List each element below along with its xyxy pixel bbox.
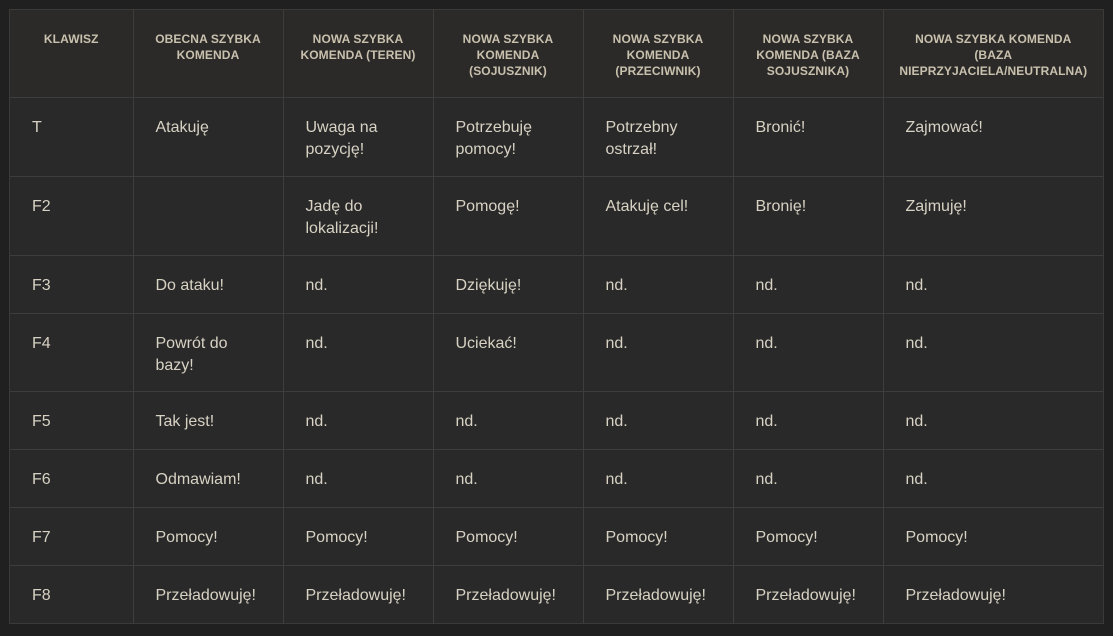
cell-current-command: Przeładowuję!: [133, 565, 283, 623]
cell-new-terrain: nd.: [283, 313, 433, 391]
cell-new-ally: Potrzebuję pomocy!: [433, 97, 583, 176]
cell-new-enemy-neutral-base: Pomocy!: [883, 507, 1103, 565]
cell-current-command: Atakuję: [133, 97, 283, 176]
cell-new-enemy-neutral-base: nd.: [883, 255, 1103, 313]
cell-key: F4: [10, 313, 133, 391]
cell-new-ally-base: Pomocy!: [733, 507, 883, 565]
cell-key: F5: [10, 391, 133, 449]
cell-new-ally: Uciekać!: [433, 313, 583, 391]
cell-key: F2: [10, 176, 133, 255]
cell-new-terrain: Pomocy!: [283, 507, 433, 565]
commands-table-container: [9, 9, 1104, 624]
header-new-ally: NOWA SZYBKA KOMENDA (SOJUSZNIK): [433, 10, 583, 97]
cell-current-command: Tak jest!: [133, 391, 283, 449]
cell-new-ally-base: Przeładowuję!: [733, 565, 883, 623]
header-row: [10, 10, 1103, 97]
header-key: KLAWISZ: [10, 10, 133, 97]
table-row: [10, 255, 1103, 313]
cell-new-terrain: Jadę do lokalizacji!: [283, 176, 433, 255]
cell-new-terrain: nd.: [283, 255, 433, 313]
cell-new-ally: Pomocy!: [433, 507, 583, 565]
table-body: [10, 97, 1103, 623]
cell-new-terrain: Przeładowuję!: [283, 565, 433, 623]
cell-new-ally-base: Bronić!: [733, 97, 883, 176]
header-new-terrain: NOWA SZYBKA KOMENDA (TEREN): [283, 10, 433, 97]
cell-new-enemy-neutral-base: Przeładowuję!: [905, 586, 1006, 604]
cell-new-ally: Przeładowuję!: [433, 565, 583, 623]
cell-new-ally-base: nd.: [733, 313, 883, 391]
cell-new-ally-base: nd.: [733, 255, 883, 313]
header-new-enemy: NOWA SZYBKA KOMENDA (PRZECIWNIK): [583, 10, 733, 97]
cell-new-enemy: nd.: [583, 255, 733, 313]
header-current-command: OBECNA SZYBKA KOMENDA: [133, 10, 283, 97]
cell-new-terrain: nd.: [283, 391, 433, 449]
cell-new-enemy-neutral-base: nd.: [883, 449, 1103, 507]
table-row: [10, 313, 1103, 391]
cell-current-command: Powrót do bazy!: [133, 313, 283, 391]
cell-new-ally-base: nd.: [733, 391, 883, 449]
cell-new-enemy: Atakuję cel!: [583, 176, 733, 255]
cell-new-ally-base: Bronię!: [733, 176, 883, 255]
cell-current-command: Pomocy!: [133, 507, 283, 565]
cell-new-enemy: nd.: [583, 313, 733, 391]
table-row: [10, 565, 1103, 623]
quick-commands-table: [10, 10, 1103, 623]
cell-new-enemy-neutral-base: Zajmować!: [883, 97, 1103, 176]
cell-key: F7: [10, 507, 133, 565]
header-new-ally-base: NOWA SZYBKA KOMENDA (BAZA SOJUSZNIKA): [733, 10, 883, 97]
table-row: [10, 449, 1103, 507]
table-row: [10, 507, 1103, 565]
cell-new-ally-base: nd.: [733, 449, 883, 507]
cell-new-ally: Dziękuję!: [433, 255, 583, 313]
cell-current-command: Odmawiam!: [133, 449, 283, 507]
cell-new-enemy: nd.: [583, 391, 733, 449]
cell-new-enemy: Pomocy!: [583, 507, 733, 565]
cell-key: F8: [10, 565, 133, 623]
cell-new-terrain: nd.: [283, 449, 433, 507]
header-new-enemy-neutral-base: NOWA SZYBKA KOMENDA (BAZA NIEPRZYJACIELA/NEUTRALNA): [883, 10, 1103, 97]
cell-new-ally: Pomogę!: [433, 176, 583, 255]
cell-new-ally: nd.: [433, 449, 583, 507]
cell-new-terrain: Uwaga na pozycję!: [283, 97, 433, 176]
cell-new-enemy-neutral-base: nd.: [883, 313, 1103, 391]
cell-key: F3: [10, 255, 133, 313]
cell-new-ally: nd.: [433, 391, 583, 449]
cell-new-enemy-neutral-base: Zajmuję!: [883, 176, 1103, 255]
cell-key: T: [10, 97, 133, 176]
table-row: [10, 97, 1103, 176]
table-row: [10, 176, 1103, 255]
cell-new-enemy: nd.: [583, 449, 733, 507]
cell-current-command: [133, 176, 283, 255]
cell-new-enemy: Przeładowuję!: [583, 565, 733, 623]
cell-new-enemy: Potrzebny ostrzał!: [583, 97, 733, 176]
table-header: [10, 10, 1103, 97]
table-row: [10, 391, 1103, 449]
cell-new-enemy-neutral-base: nd.: [883, 391, 1103, 449]
cell-key: F6: [10, 449, 133, 507]
cell-current-command: Do ataku!: [133, 255, 283, 313]
